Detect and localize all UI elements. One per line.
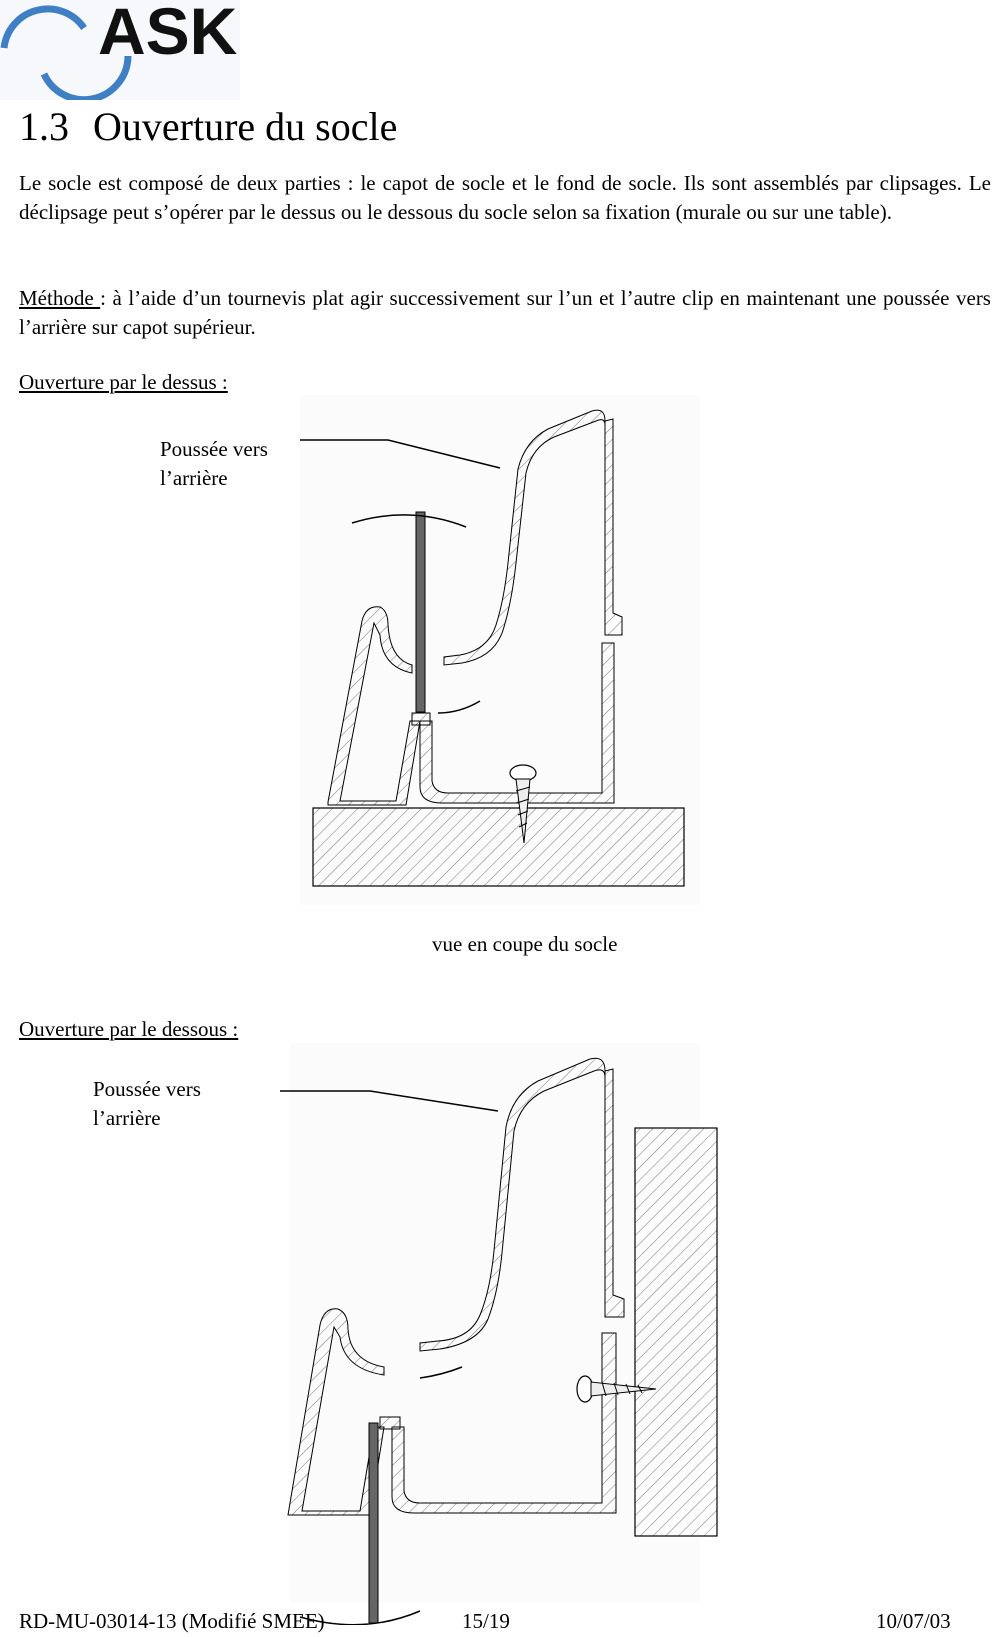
svg-text:ASK: ASK [98,0,238,68]
section-number: 1.3 [19,104,69,149]
push-back-label-top: Poussée vers l’arrière [160,437,268,490]
document-date: 10/07/03 [876,1609,951,1633]
top-opening-heading: Ouverture par le dessus : [19,370,228,394]
document-reference: RD-MU-03014-13 (Modifié SMEE) [19,1609,325,1633]
method-text: : à l’aide d’un tournevis plat agir successivement sur l’un et l’autre clip en maintenant une poussée vers l’arrière sur capot supérieur. [19,286,991,339]
cross-section-figure-bottom [280,1043,730,1625]
bottom-opening-heading: Ouverture par le dessous : [19,1017,239,1041]
section-heading [19,103,397,150]
intro-paragraph: Le socle est composé de deux parties : le capot de socle et le fond de socle. Ils sont assemblés par clipsages. Le déclipsage peut s’opérer par le dessus ou le dessous du socle selon sa fixation (murale ou sur une table). [19,171,991,224]
section-title: Ouverture du socle [93,104,398,149]
method-paragraph [19,284,991,342]
method-label: Méthode [19,286,101,310]
figure-caption: vue en coupe du socle [432,932,618,956]
page-number: 15/19 [462,1609,510,1633]
ask-logo-icon [0,0,240,100]
cross-section-figure-top [300,395,700,905]
company-logo [0,0,240,100]
push-back-label-bottom: Poussée vers l’arrière [93,1077,201,1130]
